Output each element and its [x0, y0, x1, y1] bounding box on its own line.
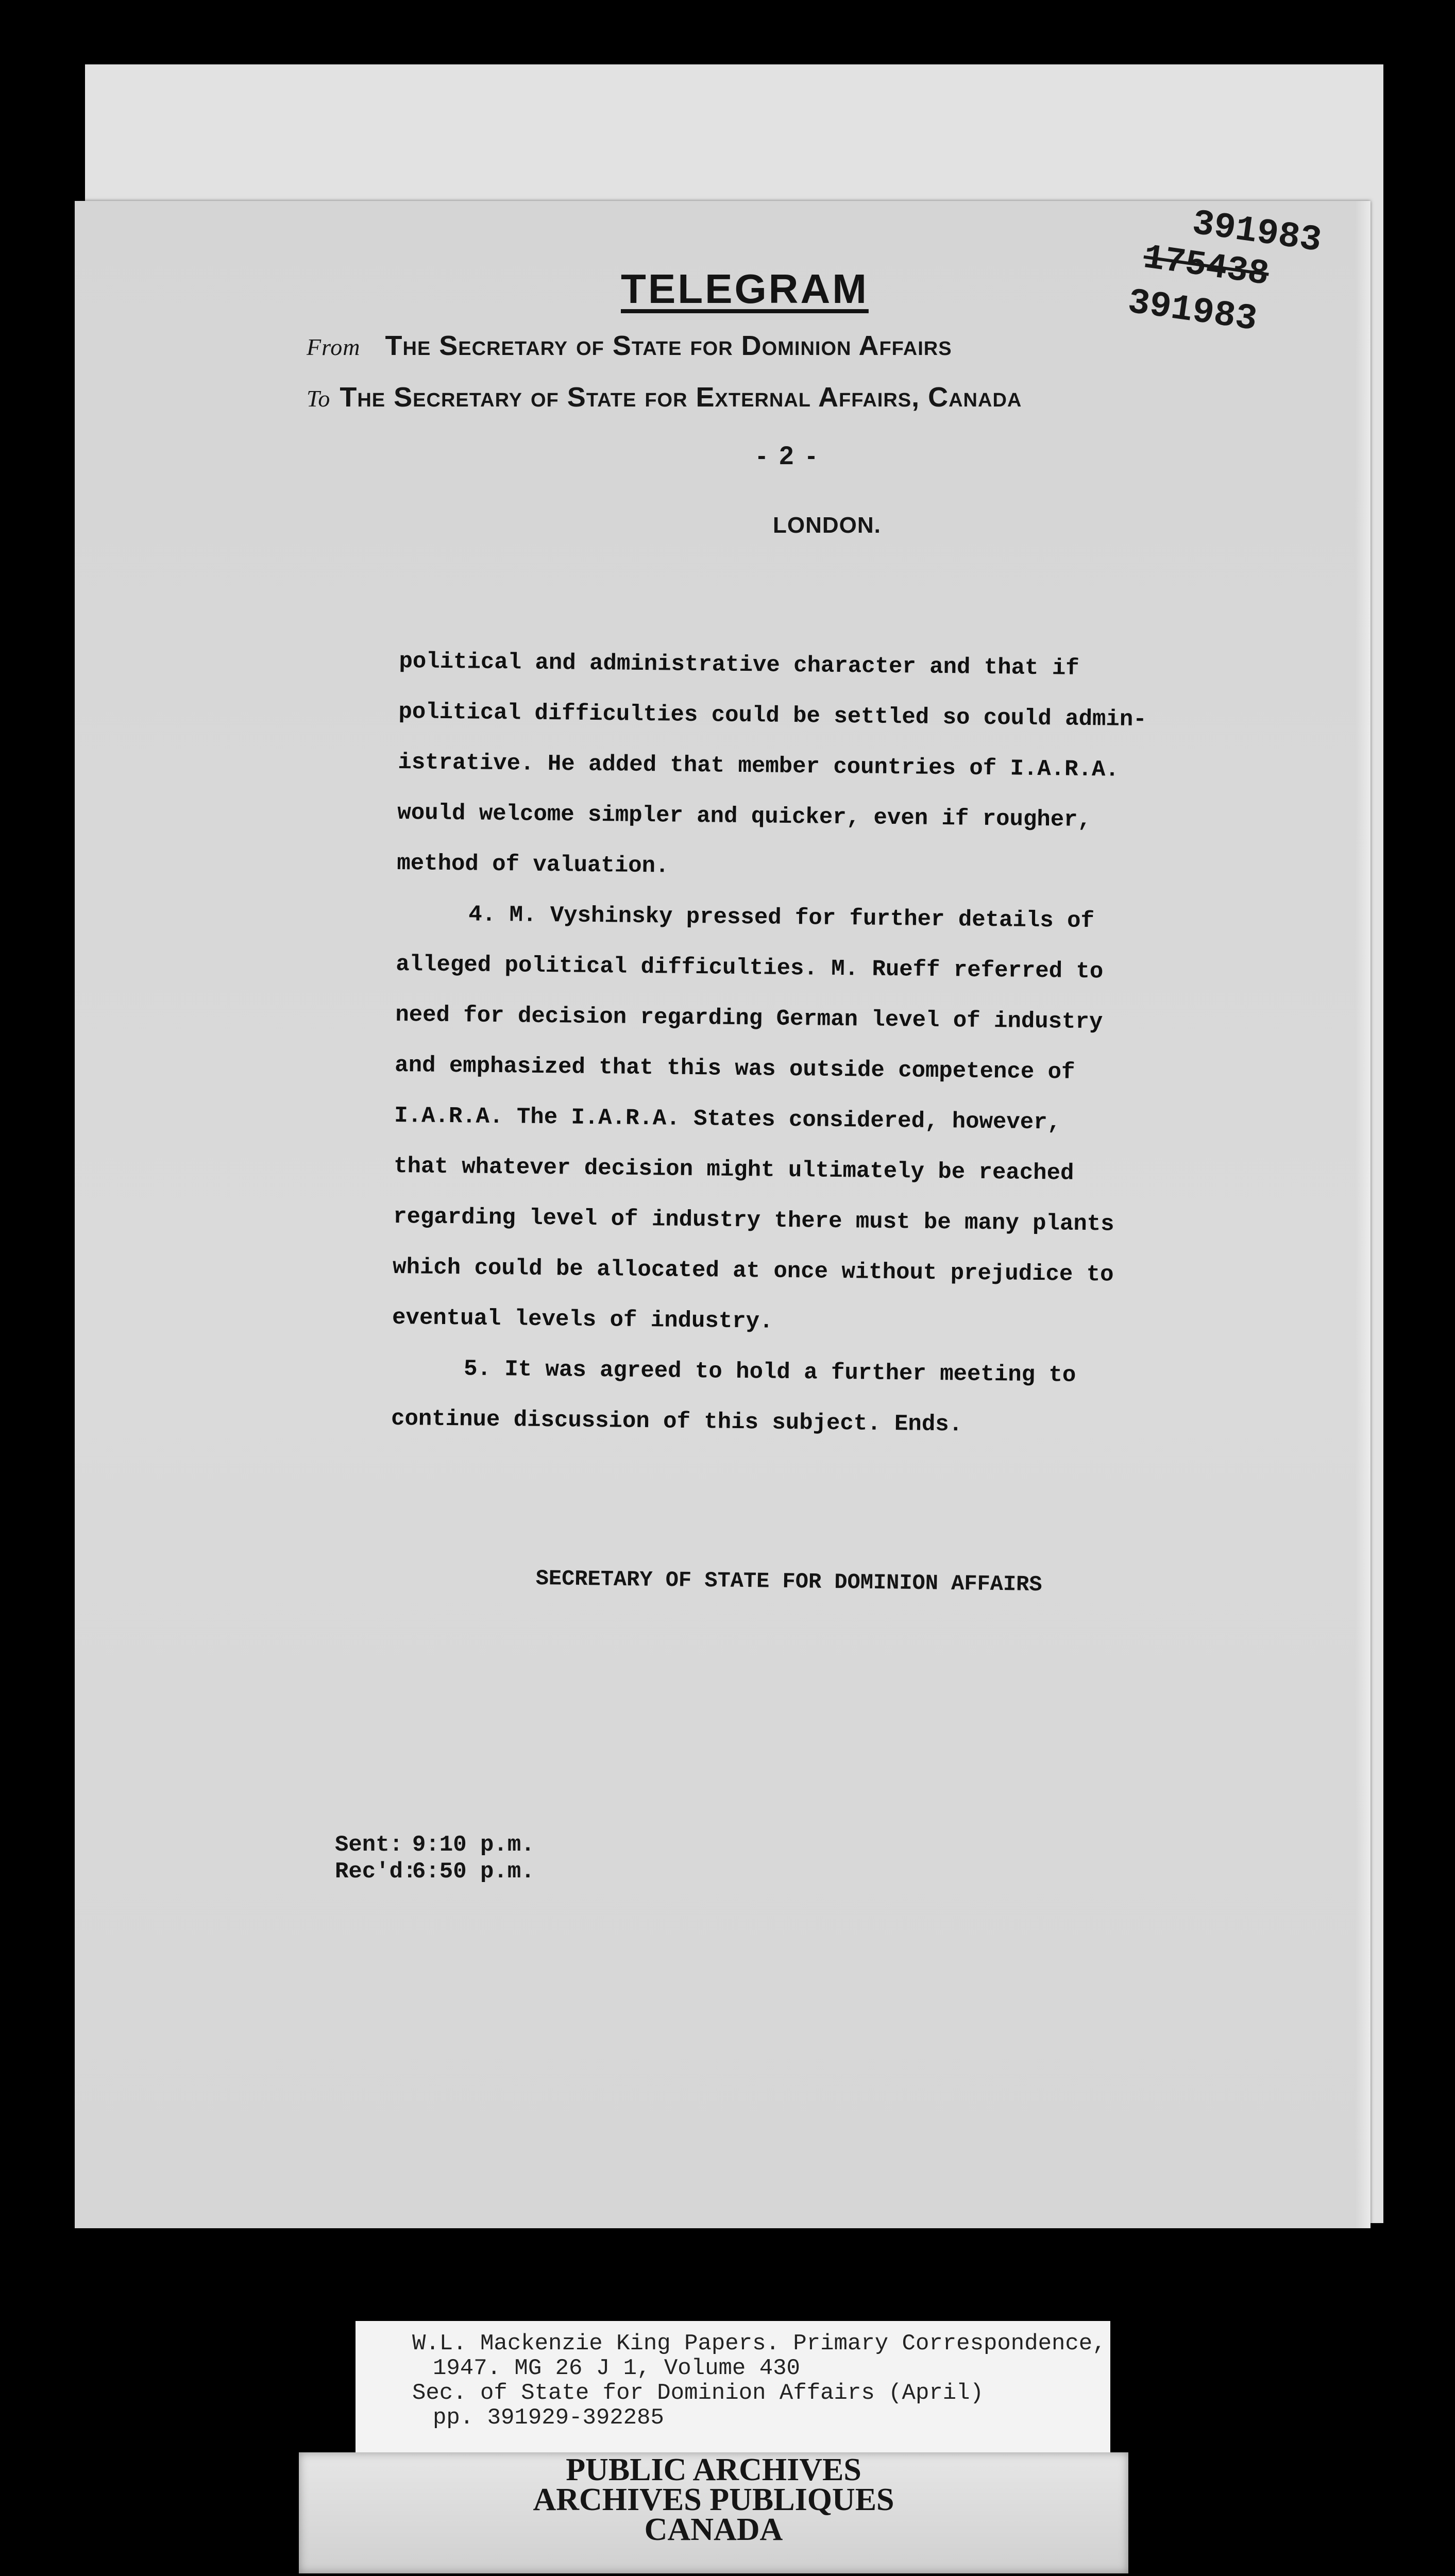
body-line: method of valuation.	[397, 850, 669, 879]
body-line: need for decision regarding German level of industry	[395, 1002, 1103, 1036]
received-label: Rec'd:	[335, 1859, 417, 1885]
catalog-reference	[412, 2331, 1106, 2430]
from-label: From	[307, 334, 361, 360]
signature: SECRETARY OF STATE FOR DOMINION AFFAIRS	[535, 1566, 1042, 1598]
transmission-times	[335, 1832, 535, 1885]
to-line	[307, 381, 1022, 413]
body-line: which could be allocated at once without prejudice to	[392, 1254, 1114, 1288]
catalog-line: pp. 391929-392285	[433, 2405, 664, 2431]
body-line: would welcome simpler and quicker, even if rougher,	[397, 800, 1092, 834]
body-line: and emphasized that this was outside competence of	[395, 1052, 1075, 1086]
from-line	[307, 330, 952, 362]
archives-line-french: ARCHIVES PUBLIQUES	[533, 2482, 894, 2517]
sent-label: Sent:	[335, 1832, 403, 1858]
catalog-line: 1947. MG 26 J 1, Volume 430	[433, 2355, 800, 2381]
catalog-line: W.L. Mackenzie King Papers. Primary Correspondence,	[412, 2331, 1106, 2357]
document-title: TELEGRAM	[621, 266, 869, 312]
page-number: - 2 -	[757, 441, 819, 470]
stamp-number-struck: 175438	[1141, 238, 1272, 295]
archives-label	[299, 2452, 1128, 2547]
body-line: that whatever decision might ultimately be reached	[393, 1153, 1074, 1187]
body-line: political difficulties could be settled so could admin-	[398, 699, 1147, 733]
from-value: The Secretary of State for Dominion Affairs	[385, 330, 952, 361]
sent-time-row	[335, 1832, 535, 1858]
place-of-origin: LONDON.	[773, 513, 881, 538]
stamp-number-bottom: 391983	[1125, 282, 1260, 341]
body-line: 4. M. Vyshinsky pressed for further details of	[468, 902, 1095, 935]
sent-value: 9:10 p.m.	[412, 1832, 535, 1858]
stamp-number-top: 391983	[1190, 204, 1324, 262]
catalog-line: Sec. of State for Dominion Affairs (April)	[412, 2380, 984, 2406]
body-line: alleged political difficulties. M. Rueff referred to	[396, 951, 1104, 985]
archives-line-country: CANADA	[644, 2512, 783, 2547]
archives-line-english: PUBLIC ARCHIVES	[566, 2452, 861, 2487]
to-value: The Secretary of State for External Affairs, Canada	[340, 382, 1022, 413]
body-line: I.A.R.A. The I.A.R.A. States considered, however,	[394, 1103, 1061, 1136]
body-line: istrative. He added that member countries of I.A.R.A.	[398, 749, 1120, 783]
body-line: 5. It was agreed to hold a further meeting to	[463, 1356, 1076, 1388]
body-line: eventual levels of industry.	[392, 1304, 773, 1335]
message-body	[391, 636, 1275, 1453]
body-line: continue discussion of this subject. Ends.	[391, 1405, 963, 1438]
received-value: 6:50 p.m.	[412, 1859, 535, 1885]
body-line: political and administrative character and that if	[399, 648, 1079, 682]
received-time-row	[335, 1858, 535, 1885]
to-label: To	[307, 385, 331, 412]
body-line: regarding level of industry there must be many plants	[393, 1204, 1114, 1238]
